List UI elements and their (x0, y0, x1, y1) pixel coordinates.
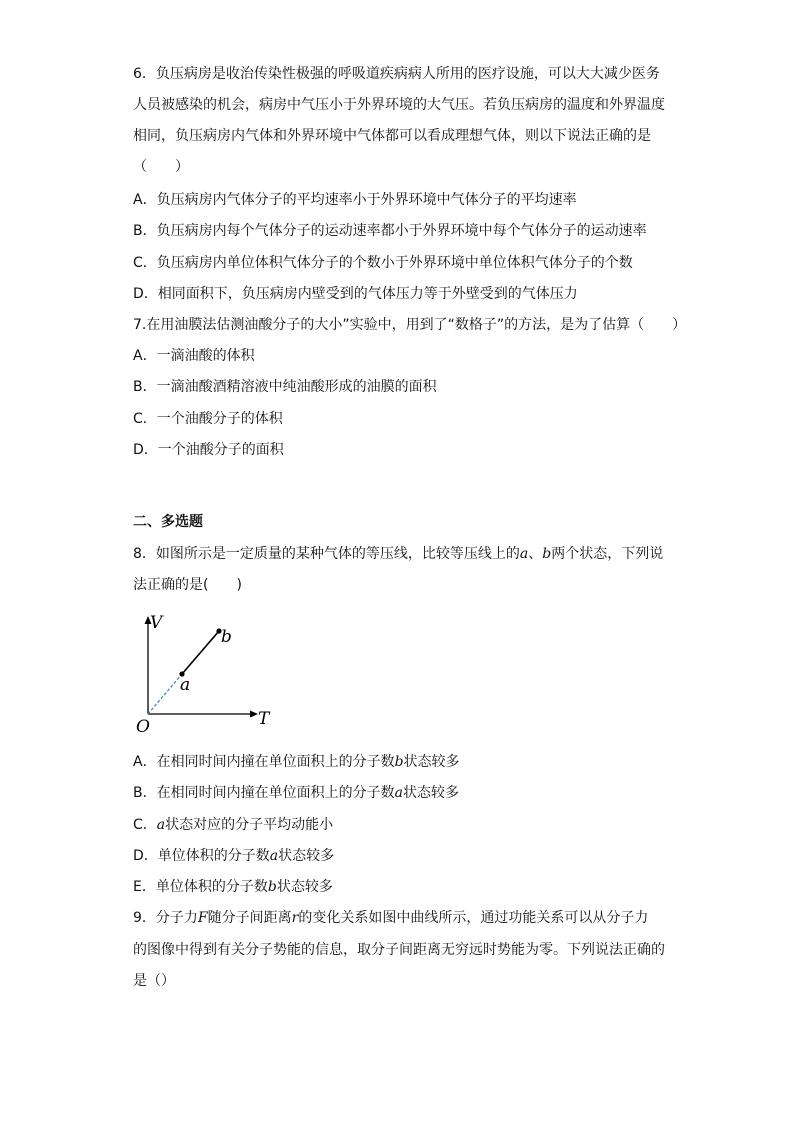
q8-option-e (133, 877, 333, 897)
q8-stem-line-1 (133, 544, 663, 564)
q8-option-d-text-end: 状态较多 (278, 848, 335, 864)
q8-option-a-var: b (394, 754, 404, 770)
q8-option-d-var: a (269, 848, 279, 864)
q6-answer-bracket: （ ） (133, 159, 189, 175)
q9-stem-line-3: 是（） (133, 973, 175, 989)
axis-label-v: V (150, 613, 163, 633)
q8-option-b (133, 783, 459, 803)
q9-stem-line-2: 的图像中得到有关分子势能的信息，取分子间距离无穷远时势能为零。下列说法正确的 (133, 942, 665, 958)
x-axis-arrow-icon (250, 711, 258, 718)
q9-var-f: F (197, 910, 208, 926)
q8-stem-text-end: 两个状态，下列说 (551, 546, 664, 562)
q9-stem-line-1 (133, 908, 648, 928)
q8-option-c-text-end: 状态对应的分子平均动能小 (165, 817, 334, 833)
isobar-diagram (130, 612, 290, 742)
q8-option-c (133, 815, 333, 835)
q7-stem: 7.在用油膜法估测油酸分子的大小”实验中，用到了“数格子”的方法，是为了估算（ ） (133, 317, 687, 333)
q6-option-c: C．负压病房内单位体积气体分子的个数小于外界环境中单位体积气体分子的个数 (133, 255, 633, 271)
q6-stem-line-1: 6．负压病房是收治传染性极强的呼吸道疾病病人所用的医疗设施，可以大大减少医务 (133, 66, 660, 82)
q8-option-a-text: A．在相同时间内撞在单位面积上的分子数 (133, 754, 395, 770)
q6-option-d: D．相同面积下，负压病房内壁受到的气体压力等于外壁受到的气体压力 (133, 286, 578, 302)
q8-option-b-text-end: 状态较多 (402, 785, 459, 801)
q8-option-a-text-end: 状态较多 (403, 754, 460, 770)
dashed-extension (148, 674, 182, 714)
q7-option-a: A．一滴油酸的体积 (133, 348, 255, 364)
q8-option-e-text-end: 状态较多 (276, 879, 333, 895)
q7-option-b: B．一滴油酸酒精溶液中纯油酸形成的油膜的面积 (133, 379, 437, 395)
origin-label: O (136, 717, 150, 737)
isobar-line (182, 631, 219, 674)
axis-label-t: T (258, 709, 270, 729)
q7-option-d: D．一个油酸分子的面积 (133, 442, 284, 458)
q9-stem-text-mid: 随分子间距离 (207, 910, 292, 926)
q8-sep: 、 (528, 546, 543, 562)
q8-var-b: b (542, 546, 552, 562)
q8-option-c-text: C． (133, 817, 157, 833)
point-b-label: b (221, 627, 232, 647)
q8-stem-line-2: 法正确的是( ) (133, 577, 242, 593)
q9-var-r: r (291, 910, 299, 926)
q6-option-b: B．负压病房内每个气体分子的运动速率都小于外界环境中每个气体分子的运动速率 (133, 223, 647, 239)
q8-option-e-var: b (267, 879, 277, 895)
q6-option-a: A．负压病房内气体分子的平均速率小于外界环境中气体分子的平均速率 (133, 192, 577, 208)
q8-option-b-text: B．在相同时间内撞在单位面积上的分子数 (133, 785, 395, 801)
q8-option-a (133, 752, 460, 772)
q9-stem-text: 9．分子力 (133, 910, 198, 926)
q8-option-d-text: D．单位体积的分子数 (133, 848, 270, 864)
q8-stem-text: 8．如图所示是一定质量的某种气体的等压线，比较等压线上的 (133, 546, 520, 562)
q8-option-d (133, 846, 334, 866)
q8-option-e-text: E．单位体积的分子数 (133, 879, 268, 895)
q8-option-b-var: a (394, 785, 403, 801)
q9-stem-text-end: 的变化关系如图中曲线所示，通过功能关系可以从分子力 (298, 910, 649, 926)
q8-var-a: a (519, 546, 529, 562)
q8-option-c-var: a (156, 817, 166, 833)
q7-option-c: C．一个油酸分子的体积 (133, 411, 283, 427)
section-title: 二、多选题 (133, 514, 203, 530)
q6-stem-line-2: 人员被感染的机会，病房中气压小于外界环境的大气压。若负压病房的温度和外界温度 (133, 97, 665, 113)
q6-stem-line-3: 相同，负压病房内气体和外界环境中气体都可以看成理想气体，则以下说法正确的是 (133, 128, 651, 144)
point-a-label: a (180, 675, 191, 695)
